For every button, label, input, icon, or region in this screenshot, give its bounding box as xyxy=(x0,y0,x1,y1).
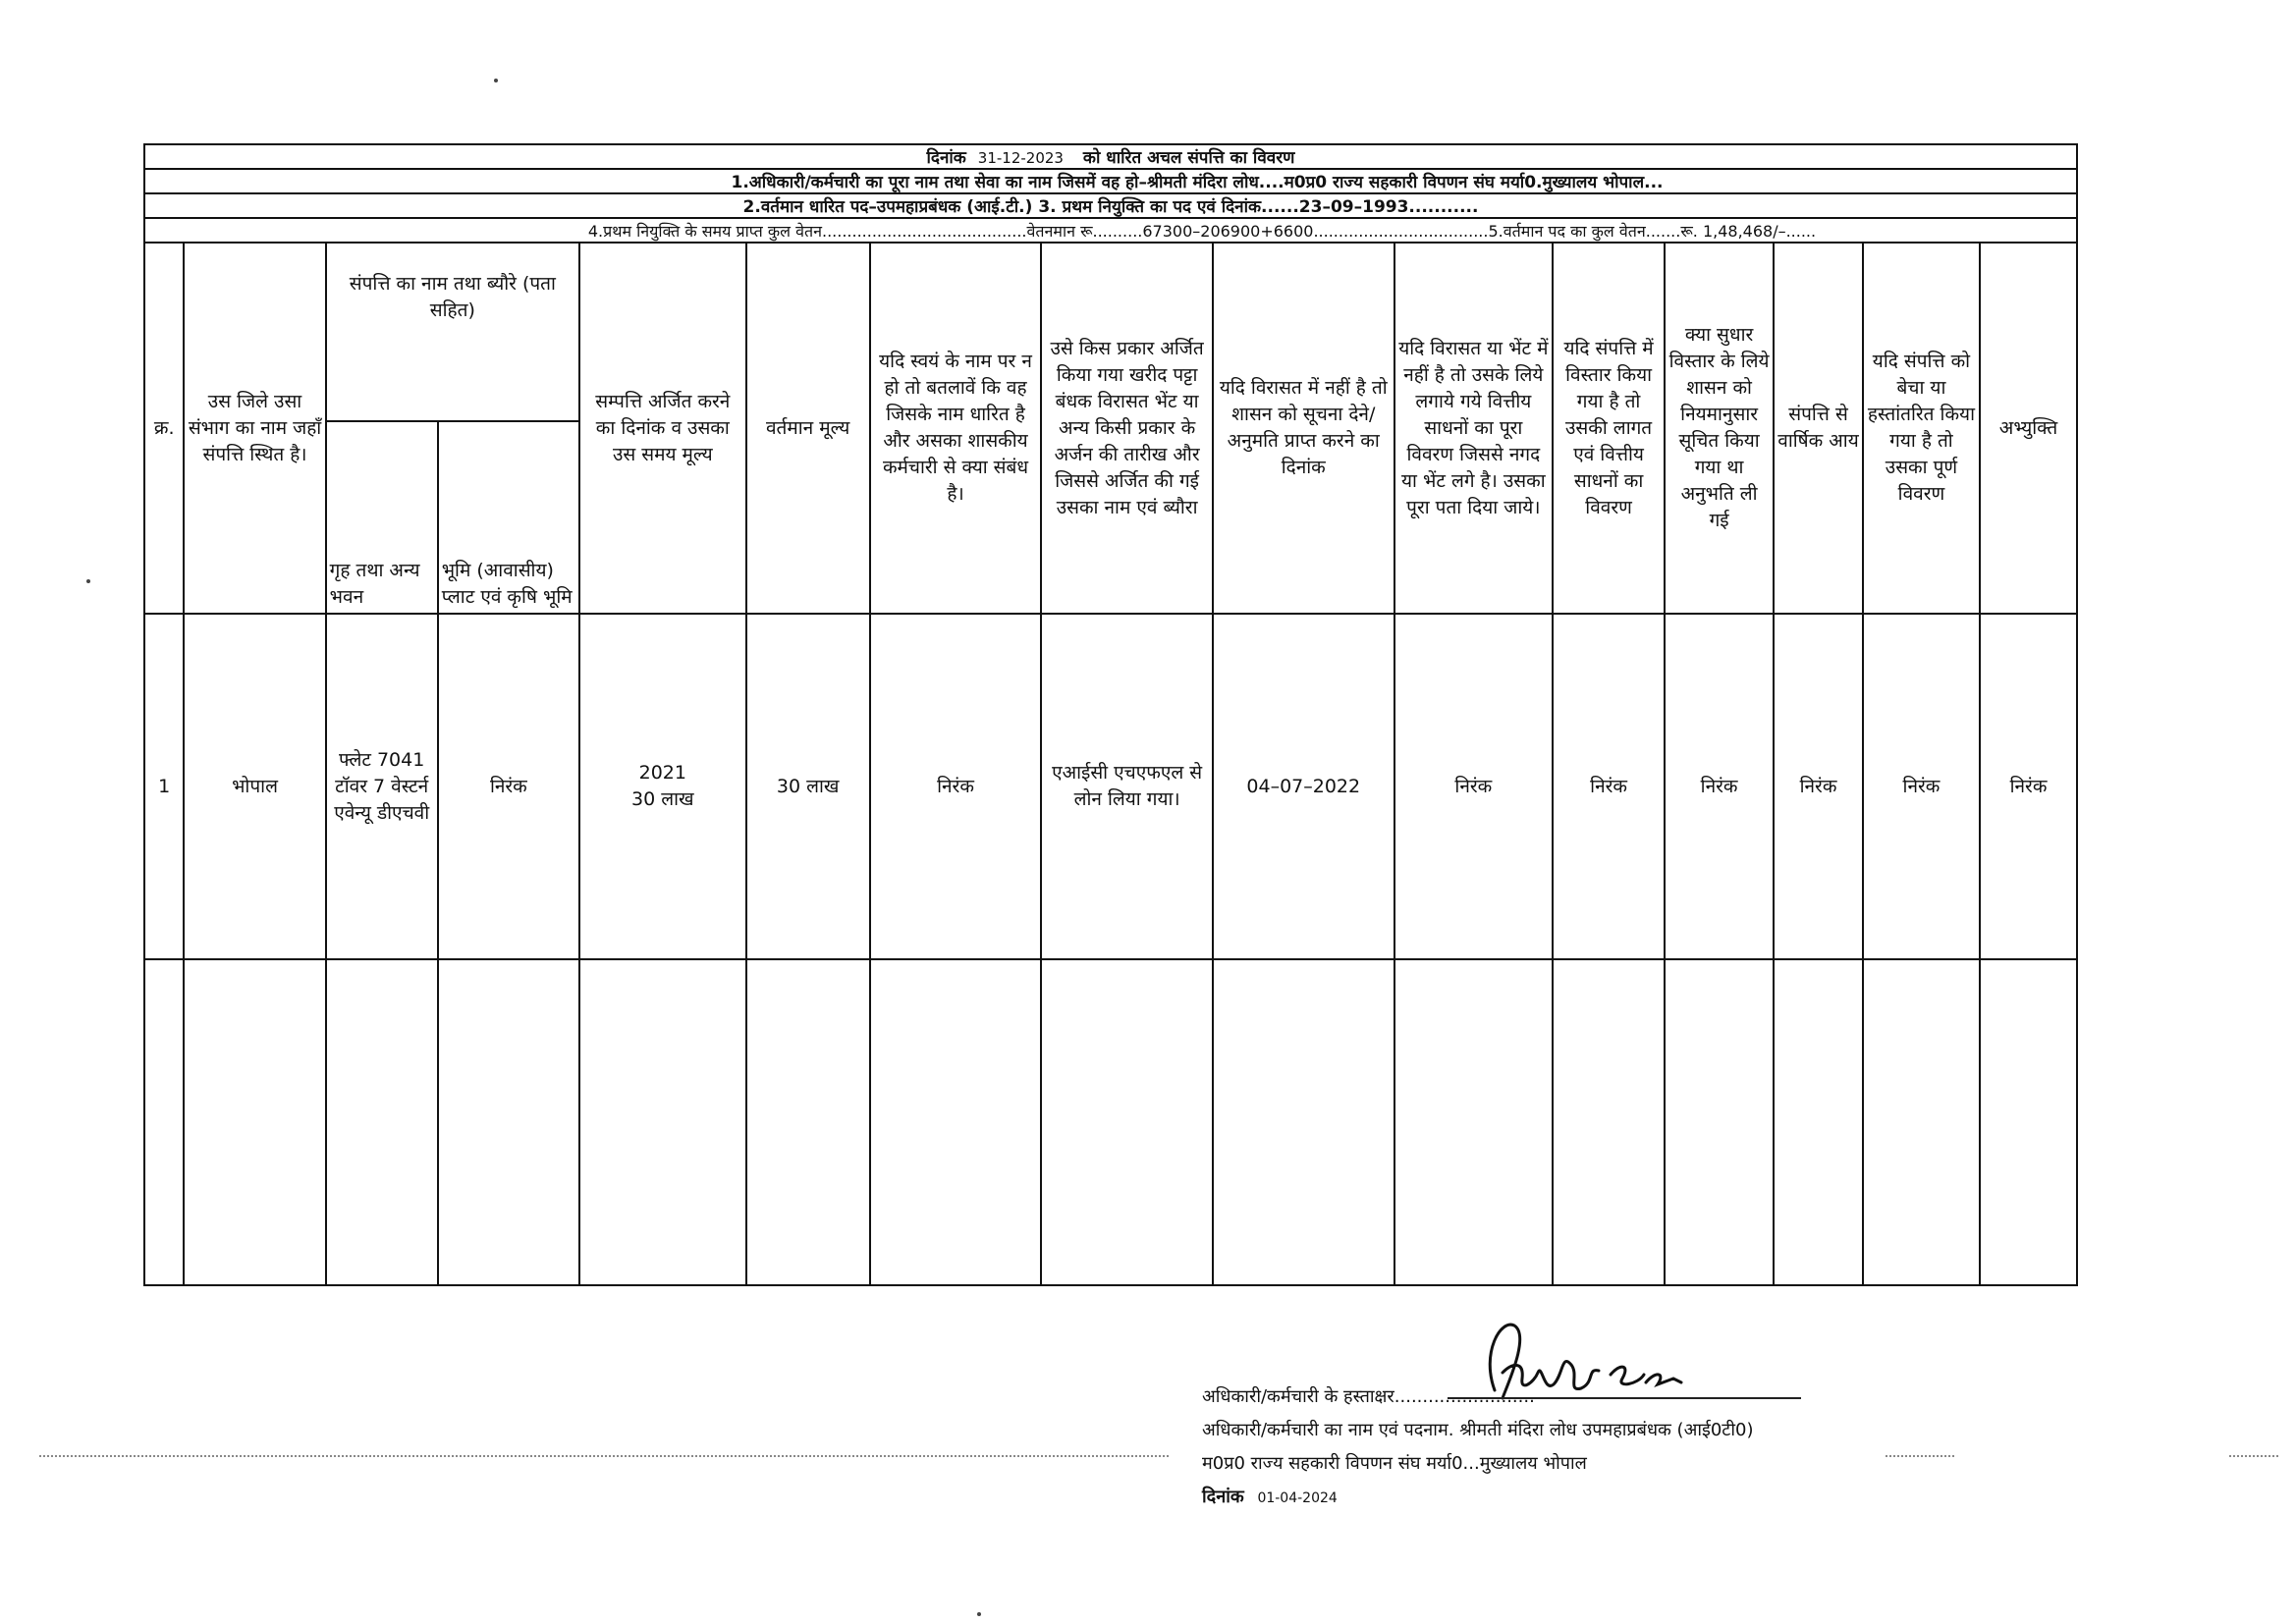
cell-acquired xyxy=(579,614,746,959)
organization-line: म0प्र0 राज्य सहकारी विपणन संघ मर्या0...मुख्यालय भोपाल xyxy=(1202,1453,1587,1474)
col-finance: यदि विरासत या भेंट में नहीं है तो उसके लिये लगाये गये वित्तीय साधनों का पूरा विवरण जिससे नगद या भेंट लगे है। उसका पूरा पता दिया जाये। xyxy=(1394,243,1553,614)
cell-improvement: निरंक xyxy=(1665,614,1774,959)
cell-acquired-value: 30 लाख xyxy=(631,788,694,810)
date-value: 01-04-2024 xyxy=(1257,1490,1338,1506)
form-title xyxy=(144,144,2077,169)
cell-house: फ्लेट 7041 टॉवर 7 वेस्टर्न एवेन्यू डीएचवी xyxy=(326,614,438,959)
col-improvement: क्या सुधार विस्तार के लिये शासन को नियमानुसार सूचित किया गया था अनुभति ली गई xyxy=(1665,243,1774,614)
empty-cell xyxy=(1213,959,1394,1285)
column-header-row xyxy=(144,243,2077,421)
scan-dotted-line xyxy=(39,1455,1169,1459)
empty-cell xyxy=(579,959,746,1285)
empty-cell xyxy=(326,959,438,1285)
col-acquired: सम्पत्ति अर्जित करने का दिनांक व उसका उस समय मूल्य xyxy=(579,243,746,614)
title-date: 31-12-2023 xyxy=(977,149,1064,167)
cell-sold: निरंक xyxy=(1863,614,1980,959)
empty-cell xyxy=(1863,959,1980,1285)
empty-cell xyxy=(870,959,1042,1285)
table-row xyxy=(144,614,2077,959)
scan-speck xyxy=(977,1612,981,1616)
scan-dotted-line xyxy=(1886,1455,1954,1459)
cell-how-acquired: एआईसी एचएफएल से लोन लिया गया। xyxy=(1041,614,1213,959)
col-income: संपत्ति से वार्षिक आय xyxy=(1774,243,1863,614)
col-permission: यदि विरासत में नहीं है तो शासन को सूचना देने/अनुमति प्राप्त करने का दिनांक xyxy=(1213,243,1394,614)
col-sold: यदि संपत्ति को बेचा या हस्तांतरित किया गया है तो उसका पूर्ण विवरण xyxy=(1863,243,1980,614)
cell-district: भोपाल xyxy=(184,614,325,959)
cell-land: निरंक xyxy=(438,614,579,959)
title-suffix: को धारित अचल संपत्ति का विवरण xyxy=(1082,148,1295,168)
empty-cell xyxy=(1980,959,2077,1285)
cell-acquired-year: 2021 xyxy=(638,762,686,784)
cell-sno: 1 xyxy=(144,614,184,959)
scan-dotted-line xyxy=(2229,1455,2278,1459)
property-table xyxy=(143,242,2078,1286)
header-line-1: 1.अधिकारी/कर्मचारी का पूरा नाम तथा सेवा का नाम जिसमें वह हो–श्रीमती मंदिरा लोध....म0प्र0 राज्य सहकारी विपणन संघ मर्या0.मुख्यालय भोपाल... xyxy=(144,169,2077,193)
empty-cell xyxy=(1553,959,1665,1285)
header-line-2: 2.वर्तमान धारित पद–उपमहाप्रबंधक (आई.टी.) 3. प्रथम नियुक्ति का पद एवं दिनांक......23–09–1993........... xyxy=(144,193,2077,218)
empty-cell xyxy=(1041,959,1213,1285)
col-remarks: अभ्युक्ति xyxy=(1980,243,2077,614)
cell-finance: निरंक xyxy=(1394,614,1553,959)
cell-income: निरंक xyxy=(1774,614,1863,959)
empty-cell xyxy=(184,959,325,1285)
empty-cell xyxy=(746,959,870,1285)
col-property-group: संपत्ति का नाम तथा ब्यौरे (पता सहित) xyxy=(326,243,579,421)
empty-cell xyxy=(1665,959,1774,1285)
title-prefix: दिनांक xyxy=(926,148,966,168)
col-district: उस जिले उसा संभाग का नाम जहाँ संपत्ति स्थित है। xyxy=(184,243,325,614)
col-current-value: वर्तमान मूल्य xyxy=(746,243,870,614)
date-line xyxy=(1202,1481,1753,1515)
col-owner: यदि स्वयं के नाम पर न हो तो बतलावें कि वह जिसके नाम धारित है और असका शासकीय कर्मचारी से क्या संबंध है। xyxy=(870,243,1042,614)
asset-declaration-document xyxy=(143,143,2078,1286)
header-table xyxy=(143,143,2078,244)
cell-current-value: 30 लाख xyxy=(746,614,870,959)
col-expansion: यदि संपत्ति में विस्तार किया गया है तो उसकी लागत एवं वित्तीय साधनों का विवरण xyxy=(1553,243,1665,614)
empty-cell xyxy=(1394,959,1553,1285)
col-land: भूमि (आवासीय) प्लाट एवं कृषि भूमि xyxy=(438,421,579,614)
signature-label: अधिकारी/कर्मचारी के हस्ताक्षर......................... xyxy=(1202,1386,1535,1407)
table-row-empty xyxy=(144,959,2077,1285)
signature-block xyxy=(1202,1380,1753,1515)
scan-speck xyxy=(494,79,498,82)
col-sno: क्र. xyxy=(144,243,184,614)
cell-permission: 04–07–2022 xyxy=(1213,614,1394,959)
cell-expansion: निरंक xyxy=(1553,614,1665,959)
name-designation: अधिकारी/कर्मचारी का नाम एवं पदनाम. श्रीमती मंदिरा लोध उपमहाप्रबंधक (आई0टी0) xyxy=(1202,1420,1754,1440)
header-line-3: 4.प्रथम नियुक्ति के समय प्राप्त कुल वेतन.........................................वेतनमान रू..........67300–206900+6600...................................5.वर्तमान पद का कुल वेतन.......रू. 1,48,468/–...... xyxy=(144,218,2077,243)
cell-remarks: निरंक xyxy=(1980,614,2077,959)
col-how-acquired: उसे किस प्रकार अर्जित किया गया खरीद पट्टा बंधक विरासत भेंट या अन्य किसी प्रकार के अर्जन की तारीख और जिससे अर्जित की गई उसका नाम एवं ब्यौरा xyxy=(1041,243,1213,614)
cell-owner: निरंक xyxy=(870,614,1042,959)
scan-speck xyxy=(86,579,90,583)
empty-cell xyxy=(1774,959,1863,1285)
col-house: गृह तथा अन्य भवन xyxy=(326,421,438,614)
date-label: दिनांक xyxy=(1202,1487,1244,1507)
empty-cell xyxy=(144,959,184,1285)
empty-cell xyxy=(438,959,579,1285)
